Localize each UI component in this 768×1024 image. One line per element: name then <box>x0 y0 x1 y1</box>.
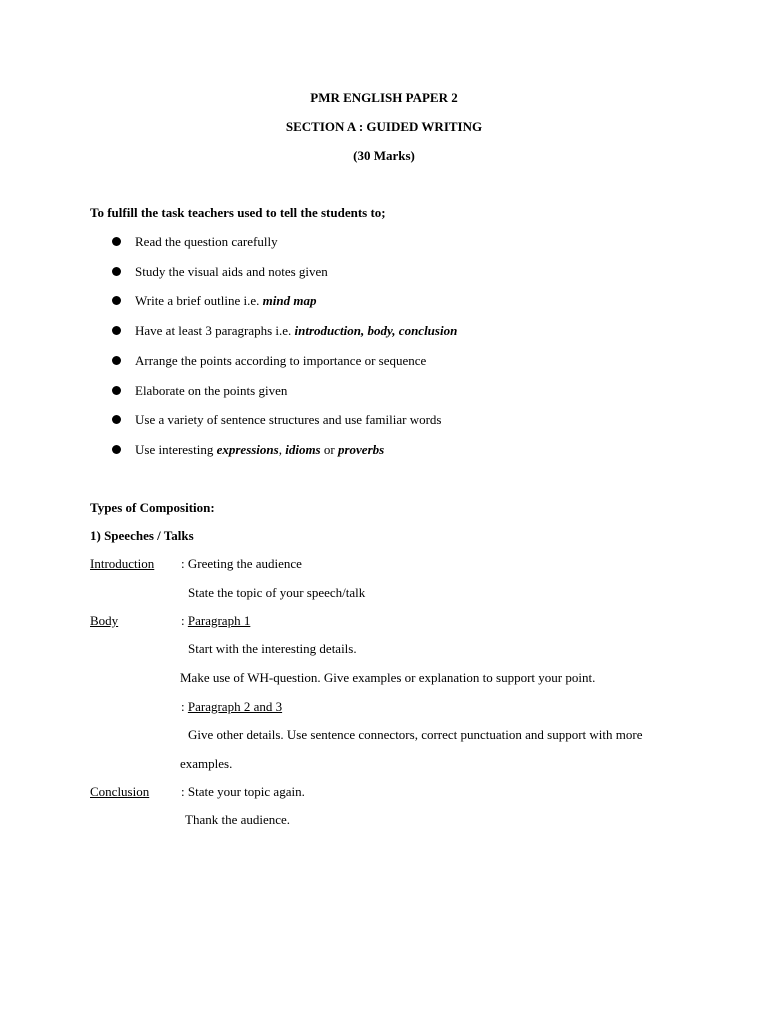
conclusion-label: Conclusion <box>90 784 150 799</box>
bullet-icon <box>112 415 121 424</box>
bullet-icon <box>112 267 121 276</box>
bullet-text-plain: Write a brief outline i.e. <box>135 293 263 308</box>
bullet-text-emphasis: mind map <box>262 293 317 308</box>
bullet-icon <box>112 326 121 335</box>
bullet-text-emphasis: introduction, body, conclusion <box>294 323 458 338</box>
bullet-text-emphasis: proverbs <box>337 442 385 457</box>
body-colon: : <box>181 699 188 714</box>
composition-subheading: 1) Speeches / Talks <box>90 528 194 543</box>
introduction-line: : Greeting the audience <box>181 556 302 571</box>
bullet-icon <box>112 445 121 454</box>
body-colon: : <box>181 613 188 628</box>
bullet-text <box>135 442 384 458</box>
bullet-icon <box>112 296 121 305</box>
bullet-icon <box>112 386 121 395</box>
bullet-text: Elaborate on the points given <box>135 383 288 398</box>
bullet-icon <box>112 237 121 246</box>
body-line: examples. <box>180 756 233 771</box>
body-line: Make use of WH-question. Give examples or explanation to support your point. <box>180 670 596 685</box>
introduction-label: Introduction <box>90 556 155 571</box>
composition-heading: Types of Composition: <box>90 500 215 515</box>
paragraph-1-label: Paragraph 1 <box>187 613 251 628</box>
body-label: Body <box>90 613 119 628</box>
conclusion-line: : State your topic again. <box>181 784 305 799</box>
document-title: PMR ENGLISH PAPER 2 <box>310 90 458 105</box>
bullet-text-emphasis: expressions <box>216 442 279 457</box>
introduction-line: State the topic of your speech/talk <box>188 585 366 600</box>
bullet-text <box>135 293 316 309</box>
paragraph-2-3-label: Paragraph 2 and 3 <box>187 699 283 714</box>
bullet-text <box>135 323 457 339</box>
body-paragraph-1-heading <box>181 613 250 629</box>
body-line: Start with the interesting details. <box>188 641 357 656</box>
bullet-text-plain: Have at least 3 paragraphs i.e. <box>135 323 295 338</box>
bullet-icon <box>112 356 121 365</box>
bullet-text: Study the visual aids and notes given <box>135 264 328 279</box>
body-paragraph-2-3-heading <box>181 699 282 715</box>
bullet-text-plain: Use interesting <box>135 442 217 457</box>
intro-heading: To fulfill the task teachers used to tell the students to; <box>90 205 386 220</box>
marks-label: (30 Marks) <box>353 148 415 163</box>
body-line: Give other details. Use sentence connectors, correct punctuation and support with more <box>188 727 643 742</box>
conclusion-line: Thank the audience. <box>185 812 291 827</box>
section-title: SECTION A : GUIDED WRITING <box>285 119 483 134</box>
bullet-text: Arrange the points according to importance or sequence <box>135 353 427 368</box>
bullet-text: Read the question carefully <box>135 234 278 249</box>
bullet-text-emphasis: idioms <box>285 442 321 457</box>
bullet-text-plain: , <box>278 442 286 457</box>
bullet-text: Use a variety of sentence structures and use familiar words <box>135 412 442 427</box>
bullet-text-plain: or <box>320 442 338 457</box>
